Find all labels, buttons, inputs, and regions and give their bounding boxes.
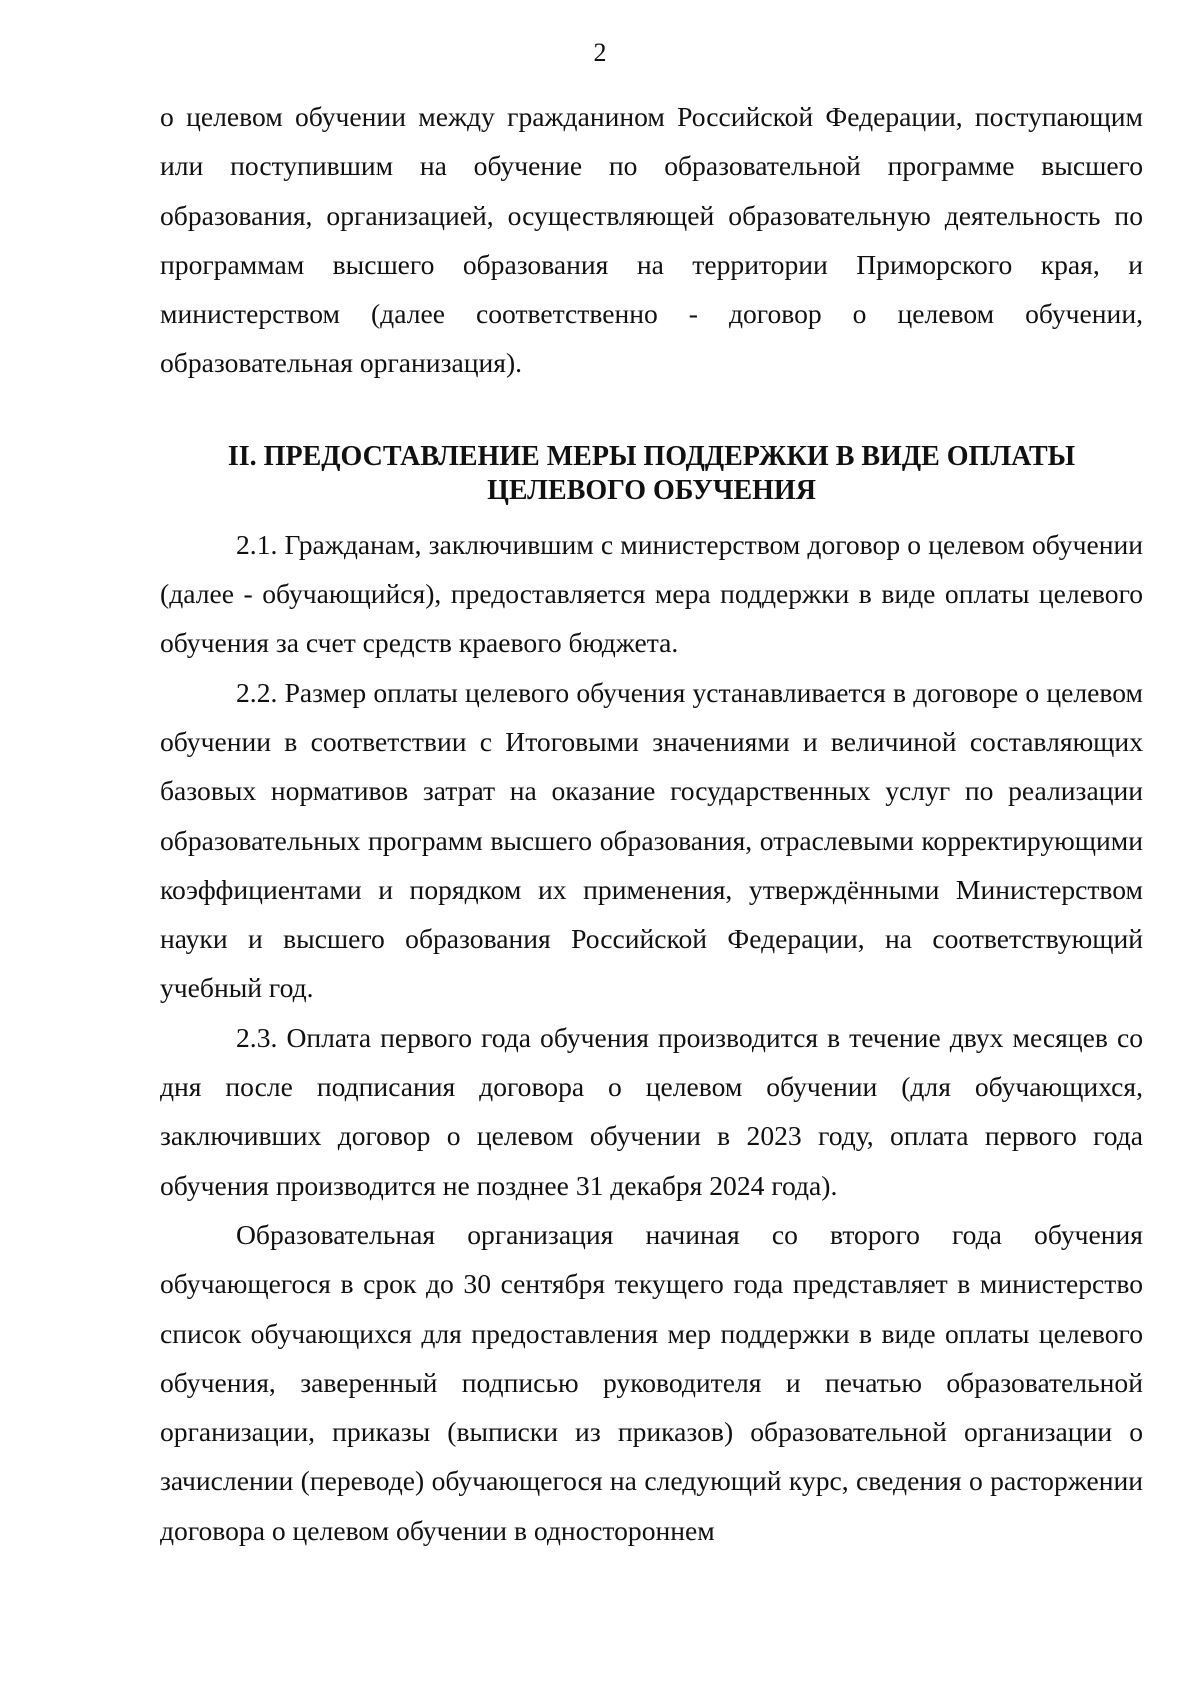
paragraph-2-3: 2.3. Оплата первого года обучения производится в течение двух месяцев со дня после подписания договора о целевом обучении (для обучающихся, заключивших договор о целевом обучении в 2023 году, оплата первого года обучения производится не позднее 31 декабря 2024 года). (160, 1021, 1143, 1201)
paragraph-2-2: 2.2. Размер оплаты целевого обучения устанавливается в договоре о целевом обучении в соответствии с Итоговыми значениями и величиной составляющих базовых нормативов затрат на оказание государственных услуг по реализации образовательных программ высшего образования, отраслевыми корректирующими коэффициентами и порядком их применения, утверждёнными Министерством науки и высшего образования Российской Федерации, на соответствующий учебный год. (160, 676, 1143, 1004)
paragraph-organization-duties: Образовательная организация начиная со второго года обучения обучающегося в срок до 30 сентября текущего года представляет в министерство список обучающихся для предоставления мер поддержки в виде оплаты целевого обучения, заверенный подписью руководителя и печатью образовательной организации, приказы (выписки из приказов) образовательной организации о зачислении (переводе) обучающегося на следующий курс, сведения о расторжении договора о целевом обучении в одностороннем (160, 1218, 1143, 1546)
section-heading (160, 388, 1143, 520)
section-heading-line-2: ЦЕЛЕВОГО ОБУЧЕНИЯ (487, 474, 816, 506)
page-number: 2 (593, 38, 607, 67)
paragraph-intro-continuation: о целевом обучении между гражданином Российской Федерации, поступающим или поступившим на обучение по образовательной программе высшего образования, организацией, осуществляющей образовательную деятельность по программам высшего образования на территории Приморского края, и министерством (далее соответственно - договор о целевом обучении, образовательная организация). (160, 101, 1143, 379)
section-heading-line-1: II. ПРЕДОСТАВЛЕНИЕ МЕРЫ ПОДДЕРЖКИ В ВИДЕ ОПЛАТЫ (227, 440, 1076, 472)
document-body (160, 92, 1143, 1555)
paragraph-2-1: 2.1. Гражданам, заключившим с министерством договор о целевом обучении (далее - обучающийся), предоставляется мера поддержки в виде оплаты целевого обучения за счет средств краевого бюджета. (160, 528, 1143, 659)
